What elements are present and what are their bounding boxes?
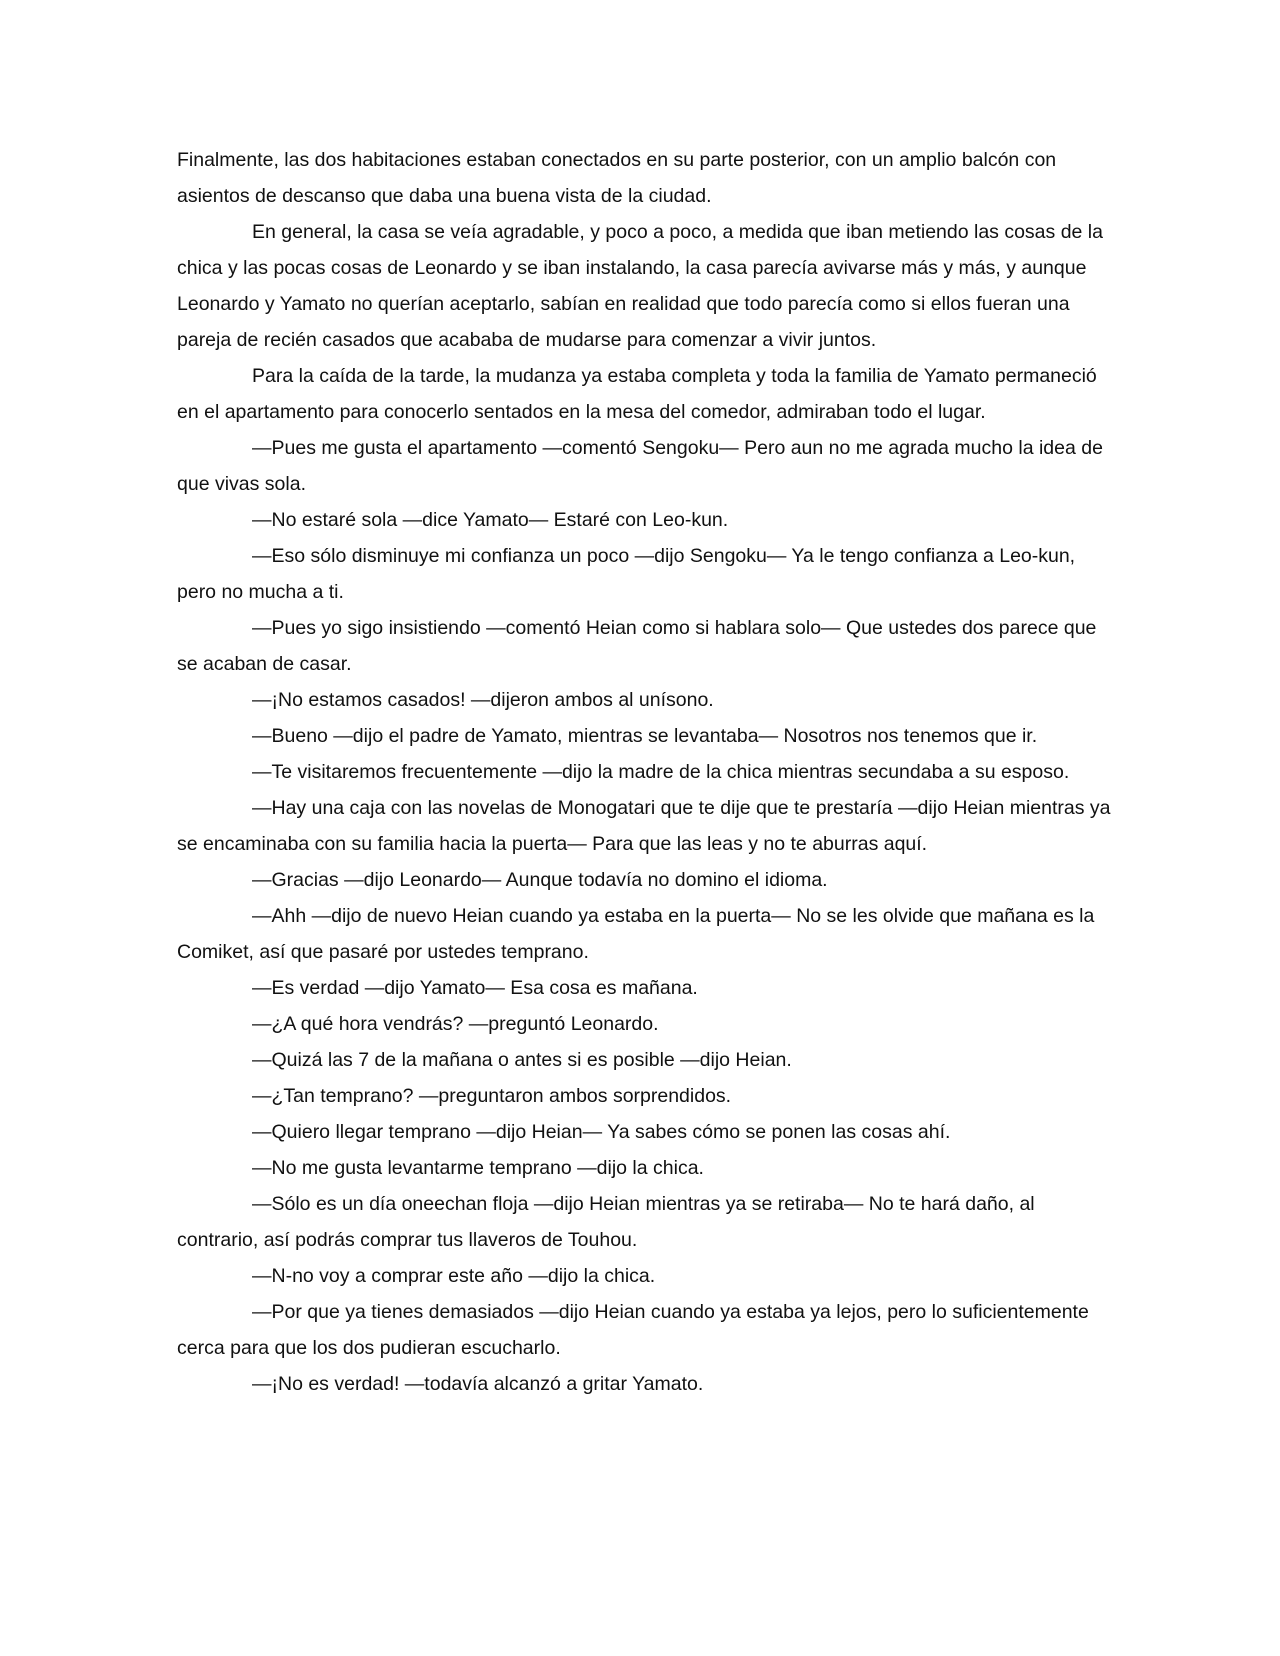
- dialogue-line: —¿A qué hora vendrás? —preguntó Leonardo.: [252, 1013, 659, 1035]
- dialogue-line: —No me gusta levantarme temprano —dijo la chica.: [252, 1157, 704, 1179]
- dialogue-line: —Hay una caja con las novelas de Monogatari que te dije que te prestaría —dijo Heian mientras ya se encaminaba con su familia hacia la puerta— Para que las leas y no te aburras aquí.: [177, 797, 1111, 855]
- dialogue-line: —Te visitaremos frecuentemente —dijo la madre de la chica mientras secundaba a su esposo.: [252, 761, 1070, 783]
- paragraph: En general, la casa se veía agradable, y poco a poco, a medida que iban metiendo las cosas de la chica y las pocas cosas de Leonardo y se iban instalando, la casa parecía avivarse más y más, y aunque Leonardo y Yamato no querían aceptarlo, sabían en realidad que todo parecía como si ellos fueran una pareja de recién casados que acababa de mudarse para comenzar a vivir juntos.: [177, 221, 1103, 351]
- document-body: [177, 142, 1112, 1402]
- dialogue-line: —Quizá las 7 de la mañana o antes si es posible —dijo Heian.: [252, 1049, 792, 1071]
- dialogue-line: —Ahh —dijo de nuevo Heian cuando ya estaba en la puerta— No se les olvide que mañana es la Comiket, así que pasaré por ustedes temprano.: [177, 905, 1095, 963]
- dialogue-line: —Sólo es un día oneechan floja —dijo Heian mientras ya se retiraba— No te hará daño, al contrario, así podrás comprar tus llaveros de Touhou.: [177, 1193, 1035, 1251]
- dialogue-line: —Gracias —dijo Leonardo— Aunque todavía no domino el idioma.: [252, 869, 828, 891]
- dialogue-line: —Pues yo sigo insistiendo —comentó Heian como si hablara solo— Que ustedes dos parece que se acaban de casar.: [177, 617, 1097, 675]
- dialogue-line: —Bueno —dijo el padre de Yamato, mientras se levantaba— Nosotros nos tenemos que ir.: [252, 725, 1038, 747]
- dialogue-line: —Quiero llegar temprano —dijo Heian— Ya sabes cómo se ponen las cosas ahí.: [252, 1121, 951, 1143]
- dialogue-line: —¡No estamos casados! —dijeron ambos al unísono.: [252, 689, 714, 711]
- dialogue-line: —¿Tan temprano? —preguntaron ambos sorprendidos.: [252, 1085, 732, 1107]
- dialogue-line: —Eso sólo disminuye mi confianza un poco —dijo Sengoku— Ya le tengo confianza a Leo-kun, pero no mucha a ti.: [177, 545, 1076, 603]
- dialogue-line: —¡No es verdad! —todavía alcanzó a gritar Yamato.: [252, 1373, 704, 1395]
- dialogue-line: —Es verdad —dijo Yamato— Esa cosa es mañana.: [252, 977, 698, 999]
- dialogue-line: —Pues me gusta el apartamento —comentó Sengoku— Pero aun no me agrada mucho la idea de que vivas sola.: [177, 437, 1103, 495]
- dialogue-line: —No estaré sola —dice Yamato— Estaré con Leo-kun.: [252, 509, 729, 531]
- dialogue-line: —N-no voy a comprar este año —dijo la chica.: [252, 1265, 656, 1287]
- paragraph: Para la caída de la tarde, la mudanza ya estaba completa y toda la familia de Yamato permaneció en el apartamento para conocerlo sentados en la mesa del comedor, admiraban todo el lugar.: [177, 365, 1097, 423]
- paragraph: Finalmente, las dos habitaciones estaban conectados en su parte posterior, con un amplio balcón con asientos de descanso que daba una buena vista de la ciudad.: [177, 149, 1057, 207]
- dialogue-line: —Por que ya tienes demasiados —dijo Heian cuando ya estaba ya lejos, pero lo suficientemente cerca para que los dos pudieran escucharlo.: [177, 1301, 1089, 1359]
